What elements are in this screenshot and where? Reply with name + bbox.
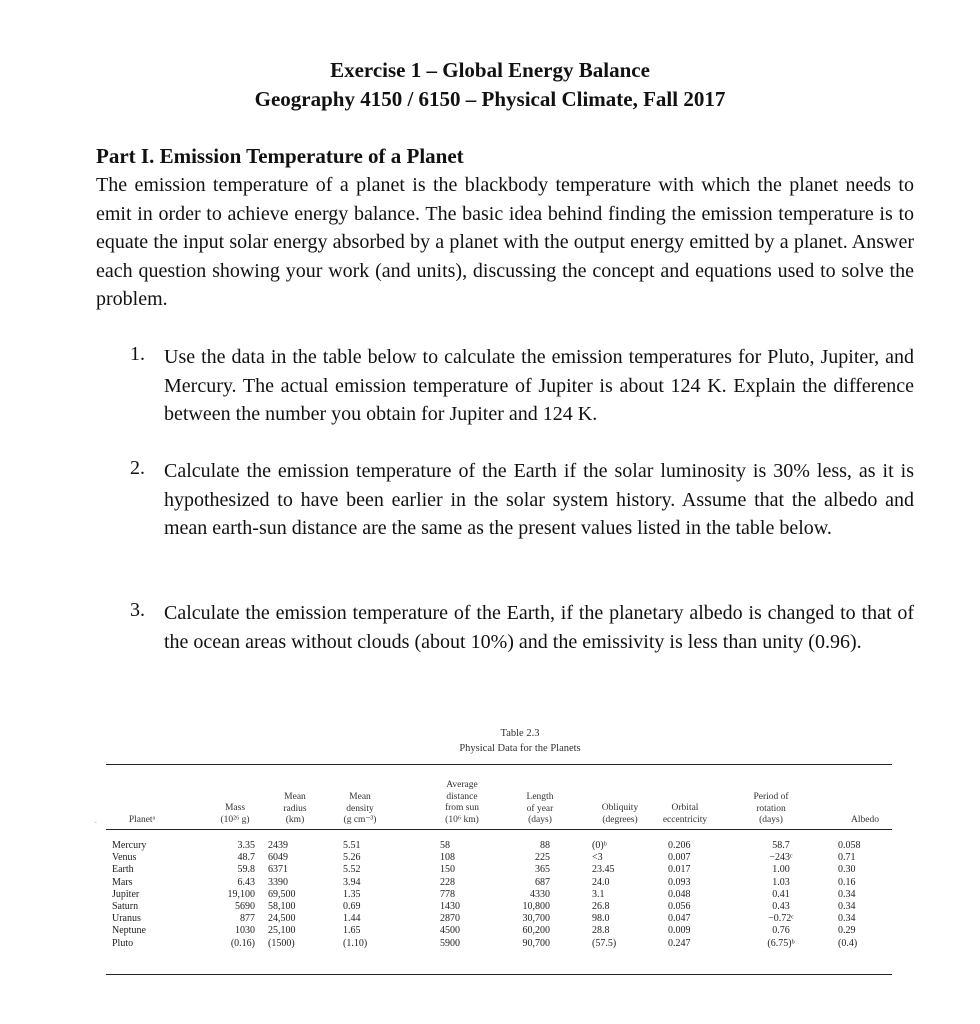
cell-rotation-5: 0.43 bbox=[772, 900, 790, 912]
cell-mass-7: 1030 bbox=[235, 925, 255, 937]
column-obliquity bbox=[592, 840, 632, 950]
cell-density-1: 5.26 bbox=[343, 852, 361, 864]
col-header-mass: Mass (10²⁶ g) bbox=[220, 803, 250, 825]
cell-rotation-0: 58.7 bbox=[772, 840, 790, 851]
cell-obliquity-8: (57.5) bbox=[592, 937, 617, 949]
cell-eccentricity-7: 0.009 bbox=[668, 925, 691, 937]
column-distance bbox=[440, 840, 480, 950]
part-heading: Part I. Emission Temperature of a Planet bbox=[96, 144, 464, 168]
cell-density-5: 0.69 bbox=[343, 900, 361, 912]
column-year bbox=[512, 840, 550, 950]
col-header-obliquity: Obliquity (degrees) bbox=[601, 803, 639, 825]
cell-rotation-7: 0.76 bbox=[772, 925, 790, 937]
cell-mass-2: 59.8 bbox=[237, 864, 255, 876]
cell-planet-4: Jupiter bbox=[112, 888, 140, 900]
cell-planet-8: Pluto bbox=[112, 937, 134, 949]
cell-year-0: 88 bbox=[540, 840, 550, 851]
cell-radius-4: 69,500 bbox=[268, 888, 296, 900]
cell-rotation-1: −243ᶜ bbox=[769, 852, 793, 864]
cell-planet-2: Earth bbox=[112, 864, 134, 876]
cell-density-0: 5.51 bbox=[343, 840, 361, 851]
cell-obliquity-7: 28.8 bbox=[592, 925, 610, 937]
cell-eccentricity-5: 0.056 bbox=[668, 900, 691, 912]
cell-year-4: 4330 bbox=[530, 888, 550, 900]
cell-mass-8: (0.16) bbox=[230, 937, 255, 949]
cell-mass-1: 48.7 bbox=[237, 852, 255, 864]
cell-eccentricity-0: 0.206 bbox=[668, 840, 691, 851]
cell-planet-6: Uranus bbox=[112, 913, 141, 925]
cell-mass-5: 5690 bbox=[235, 900, 255, 912]
cell-obliquity-4: 3.1 bbox=[592, 888, 605, 900]
cell-year-3: 687 bbox=[535, 876, 550, 888]
cell-density-6: 1.44 bbox=[343, 913, 361, 925]
cell-obliquity-3: 24.0 bbox=[592, 876, 610, 888]
cell-density-4: 1.35 bbox=[343, 888, 361, 900]
cell-albedo-8: (0.4) bbox=[838, 937, 858, 949]
table-bottom-rule bbox=[106, 974, 892, 975]
column-albedo bbox=[838, 840, 878, 950]
question-2: Calculate the emission temperature of the Earth if the solar luminosity is 30% less, as it is hypothesized to have been earlier in the solar system history. Assume that the albedo and mean earth-sun distance are the same as the present values listed in the table below. bbox=[164, 460, 914, 539]
cell-distance-8: 5900 bbox=[440, 937, 460, 949]
cell-distance-5: 1430 bbox=[440, 900, 460, 912]
table-title: Table 2.3 bbox=[500, 728, 540, 739]
question-number: 2. bbox=[130, 457, 145, 479]
cell-year-5: 10,800 bbox=[522, 900, 550, 912]
cell-planet-7: Neptune bbox=[112, 925, 146, 937]
cell-eccentricity-8: 0.247 bbox=[668, 937, 691, 949]
cell-eccentricity-6: 0.047 bbox=[668, 913, 691, 925]
cell-rotation-6: −0.72ᶜ bbox=[768, 913, 794, 925]
cell-year-2: 365 bbox=[535, 864, 550, 876]
cell-year-7: 60,200 bbox=[522, 925, 550, 937]
question-number: 3. bbox=[130, 599, 145, 621]
cell-year-6: 30,700 bbox=[522, 913, 550, 925]
cell-rotation-3: 1.03 bbox=[772, 876, 790, 888]
cell-eccentricity-3: 0.093 bbox=[668, 876, 691, 888]
question-3: Calculate the emission temperature of the Earth, if the planetary albedo is changed to that of the ocean areas without clouds (about 10%) and the emissivity is less than unity (0.96). bbox=[164, 602, 914, 653]
col-header-year: Length of year (days) bbox=[526, 792, 554, 825]
column-mass bbox=[195, 840, 255, 950]
cell-rotation-2: 1.00 bbox=[772, 864, 790, 876]
cell-radius-7: 25,100 bbox=[268, 925, 296, 937]
cell-albedo-5: 0.34 bbox=[838, 900, 856, 912]
cell-radius-0: 2439 bbox=[268, 840, 288, 851]
col-header-albedo: Albedo bbox=[851, 815, 879, 825]
cell-radius-8: (1500) bbox=[268, 937, 295, 949]
margin-dash: - bbox=[94, 817, 97, 827]
cell-radius-2: 6371 bbox=[268, 864, 288, 876]
cell-year-1: 225 bbox=[535, 852, 550, 864]
question-1: Use the data in the table below to calculate the emission temperatures for Pluto, Jupiter, and Mercury. The actual emission temperature of Jupiter is about 124 K. Explain the difference between the number you obtain for Jupiter and 124 K. bbox=[164, 346, 914, 425]
cell-obliquity-6: 98.0 bbox=[592, 913, 610, 925]
cell-eccentricity-2: 0.017 bbox=[668, 864, 691, 876]
col-header-rotation: Period of rotation (days) bbox=[753, 792, 789, 825]
cell-radius-1: 6049 bbox=[268, 852, 288, 864]
cell-radius-5: 58,100 bbox=[268, 900, 296, 912]
cell-albedo-0: 0.058 bbox=[838, 840, 861, 851]
cell-obliquity-5: 26.8 bbox=[592, 900, 610, 912]
column-radius bbox=[268, 840, 310, 950]
cell-mass-3: 6.43 bbox=[237, 876, 255, 888]
intro-paragraph: The emission temperature of a planet is the blackbody temperature with which the planet needs to emit in order to achieve energy balance. The basic idea behind finding the emission temperature is to equate the input solar energy absorbed by a planet with the output energy emitted by a planet. Answer each question showing your work (and units), discussing the concept and equations used to solve the problem. bbox=[96, 174, 914, 310]
col-header-density: Mean density (g cm⁻³) bbox=[343, 792, 377, 825]
cell-albedo-7: 0.29 bbox=[838, 925, 856, 937]
question-number: 1. bbox=[130, 343, 145, 365]
course-title: Geography 4150 / 6150 – Physical Climate, Fall 2017 bbox=[254, 87, 726, 111]
column-eccentricity bbox=[668, 840, 708, 950]
col-header-eccentricity: Orbital eccentricity bbox=[662, 803, 708, 825]
table-subtitle: Physical Data for the Planets bbox=[459, 743, 581, 754]
document-title: Exercise 1 – Global Energy Balance bbox=[330, 58, 650, 82]
cell-year-8: 90,700 bbox=[522, 937, 550, 949]
cell-planet-1: Venus bbox=[112, 852, 137, 864]
cell-obliquity-1: <3 bbox=[592, 852, 603, 864]
cell-radius-3: 3390 bbox=[268, 876, 288, 888]
col-header-planet: Planetᵃ bbox=[128, 815, 156, 825]
cell-distance-0: 58 bbox=[440, 840, 450, 851]
table-header-rule bbox=[106, 829, 892, 830]
cell-albedo-4: 0.34 bbox=[838, 888, 856, 900]
cell-albedo-3: 0.16 bbox=[838, 876, 856, 888]
cell-planet-0: Mercury bbox=[112, 840, 147, 851]
cell-planet-3: Mars bbox=[112, 876, 133, 888]
cell-mass-4: 19,100 bbox=[227, 888, 255, 900]
col-header-radius: Mean radius (km) bbox=[283, 792, 307, 825]
cell-distance-7: 4500 bbox=[440, 925, 460, 937]
cell-eccentricity-4: 0.048 bbox=[668, 888, 691, 900]
cell-eccentricity-1: 0.007 bbox=[668, 852, 691, 864]
cell-density-2: 5.52 bbox=[343, 864, 361, 876]
column-planet bbox=[112, 840, 146, 950]
cell-albedo-6: 0.34 bbox=[838, 913, 856, 925]
cell-distance-4: 778 bbox=[440, 888, 455, 900]
cell-density-3: 3.94 bbox=[343, 876, 361, 888]
cell-rotation-4: 0.41 bbox=[772, 888, 790, 900]
cell-density-8: (1.10) bbox=[343, 937, 368, 949]
cell-radius-6: 24,500 bbox=[268, 913, 296, 925]
cell-distance-6: 2870 bbox=[440, 913, 460, 925]
cell-planet-5: Saturn bbox=[112, 900, 139, 912]
cell-mass-0: 3.35 bbox=[237, 840, 255, 851]
cell-mass-6: 877 bbox=[240, 913, 255, 925]
col-header-distance: Average distance from sun (10⁶ km) bbox=[444, 780, 480, 825]
column-density bbox=[343, 840, 383, 950]
cell-rotation-8: (6.75)ᵇ bbox=[767, 937, 795, 949]
cell-density-7: 1.65 bbox=[343, 925, 361, 937]
cell-distance-2: 150 bbox=[440, 864, 455, 876]
cell-distance-3: 228 bbox=[440, 876, 455, 888]
cell-albedo-2: 0.30 bbox=[838, 864, 856, 876]
cell-obliquity-2: 23.45 bbox=[592, 864, 615, 876]
table-top-rule bbox=[106, 764, 892, 765]
column-rotation bbox=[756, 840, 806, 950]
cell-distance-1: 108 bbox=[440, 852, 455, 864]
cell-obliquity-0: (0)ᵇ bbox=[592, 840, 607, 851]
cell-albedo-1: 0.71 bbox=[838, 852, 856, 864]
